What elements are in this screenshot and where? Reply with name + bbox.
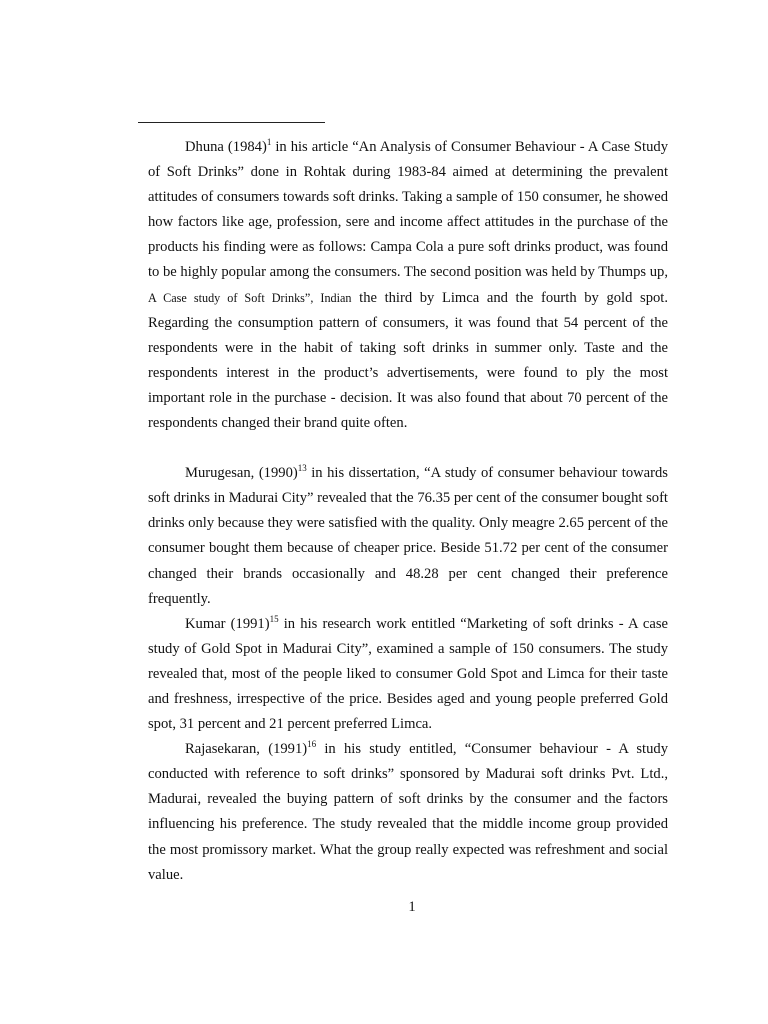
paragraph-murugesan-text: in his dissertation, “A study of consumer behaviour towards soft drinks in Madurai City” revealed that the 76.35 per cent of the consumer bought soft drinks only because they were satisfied with the quality. Only meagre 2.65 percent of the consumer bought them because of cheaper price. Beside 51.72 per cent of the consumer changed their brands occasionally and 48.28 per cent changed their preference frequently.: [148, 465, 668, 607]
paragraph-rajasekaran-text: in his study entitled, “Consumer behaviour - A study conducted with reference to soft drinks” sponsored by Madurai soft drinks Pvt. Ltd., Madurai, revealed the buying pattern of soft drinks by the consumer and the factors influencing his preference. The study revealed that the middle income group provided the most promissory market. What the group really expected was refreshment and social value.: [148, 741, 669, 883]
paragraph-gap: [148, 436, 668, 461]
paragraph-dhuna-text-a: in his article “An Analysis of Consumer Behaviour - A Case Study of Soft Drinks” done in Rohtak during 1983-84 aimed at determining the prevalent attitudes of consumers towards soft drinks. Taking a sample of 150 consumer, he showed how factors like age, profession, sere and income affect attitudes in the purchase of the products his finding were as follows: Campa Cola a pure soft drinks product, was found to be highly popular among the consumers. The second position was held by Thumps up,: [148, 139, 668, 281]
author-dhuna: Dhuna (1984): [185, 139, 267, 155]
footnote-separator-rule: [138, 122, 325, 123]
paragraph-kumar: [148, 612, 668, 737]
author-kumar: Kumar (1991): [185, 615, 270, 632]
paragraph-rajasekaran: [148, 737, 668, 888]
page-number: 1: [408, 899, 416, 915]
author-murugesan: Murugesan, (1990): [185, 465, 298, 482]
footnote-ref-16: 16: [307, 739, 317, 750]
footnote-ref-15: 15: [269, 613, 279, 624]
paragraph-dhuna-text-b: the third by Limca and the fourth by gold spot. Regarding the consumption pattern of consumers, it was found that 54 percent of the respondents were in the habit of taking soft drinks in summer only. Taste and the respondents interest in the product’s advertisements, were found to ply the most important role in the purchase - decision. It was also found that about 70 percent of the respondents changed their brand quite often.: [148, 289, 668, 432]
paragraph-kumar-text: in his research work entitled “Marketing of soft drinks - A case study of Gold Spot in Madurai City”, examined a sample of 150 consumers. The study revealed that, most of the people liked to consumer Gold Spot and Limca for their taste and freshness, irrespective of the price. Besides aged and young people preferred Gold spot, 31 percent and 21 percent preferred Limca.: [148, 615, 668, 733]
inline-footnote-text: A Case study of Soft Drinks”, Indian: [148, 290, 352, 305]
paragraph-murugesan: [148, 461, 668, 612]
paragraph-dhuna: [148, 135, 668, 436]
author-rajasekaran: Rajasekaran, (1991): [185, 741, 308, 758]
footnote-ref-1: 1: [266, 137, 272, 148]
body-text: [148, 135, 668, 888]
footnote-ref-13: 13: [297, 463, 307, 474]
